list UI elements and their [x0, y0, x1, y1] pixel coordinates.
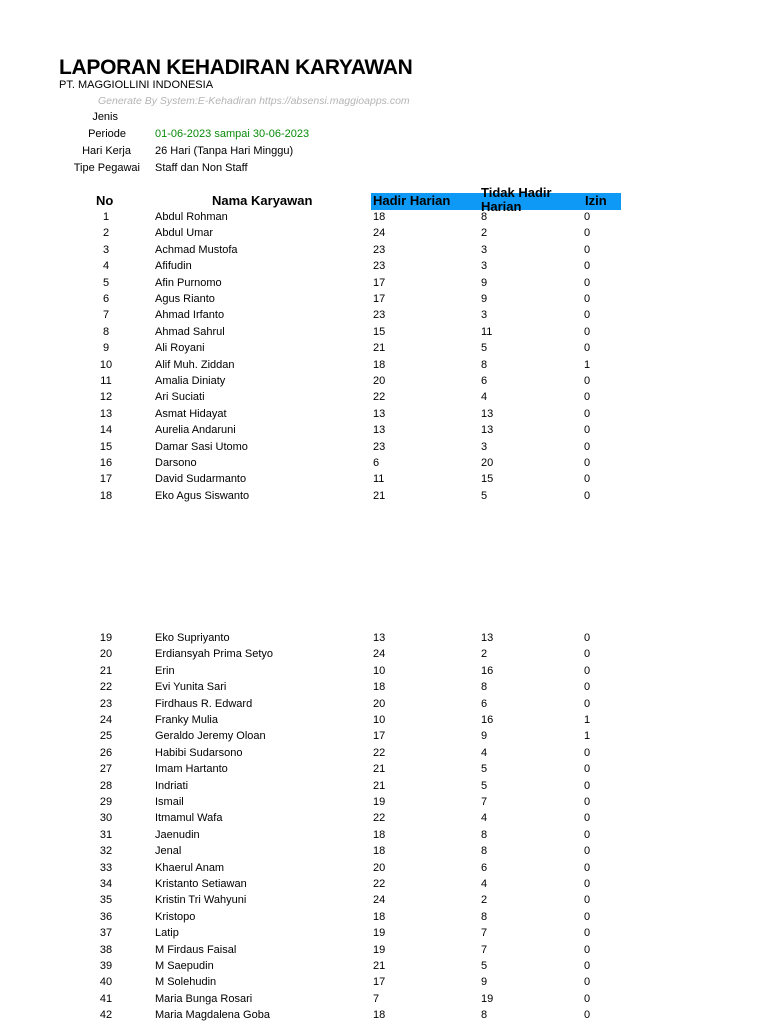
cell-hadir: 17	[373, 976, 386, 989]
cell-izin: 0	[584, 943, 591, 956]
cell-name: Aurelia Andaruni	[155, 424, 236, 437]
cell-no: 26	[99, 746, 113, 759]
cell-no: 33	[99, 861, 113, 874]
cell-izin: 0	[584, 960, 591, 972]
cell-no: 35	[99, 894, 113, 907]
table-row	[0, 646, 768, 662]
cell-no: 36	[99, 910, 113, 923]
cell-no: 20	[99, 648, 113, 661]
table-row	[0, 471, 768, 487]
cell-tidak-hadir: 8	[481, 910, 488, 923]
cell-izin: 0	[584, 407, 591, 420]
cell-izin: 0	[584, 763, 591, 776]
cell-izin: 0	[584, 489, 591, 502]
table-row	[0, 892, 768, 908]
cell-izin: 1	[584, 358, 591, 371]
cell-izin: 0	[584, 910, 591, 923]
cell-name: Achmad Mustofa	[155, 243, 238, 256]
cell-tidak-hadir: 5	[481, 342, 488, 355]
cell-tidak-hadir: 7	[481, 796, 488, 808]
cell-tidak-hadir: 8	[481, 1009, 488, 1022]
cell-name: Kristin Tri Wahyuni	[155, 894, 247, 907]
cell-name: Geraldo Jeremy Oloan	[155, 730, 266, 743]
table-row	[0, 778, 768, 794]
cell-no: 40	[99, 976, 113, 989]
cell-izin: 0	[584, 309, 591, 322]
cell-izin: 0	[584, 681, 591, 694]
table-row	[0, 909, 768, 925]
cell-no: 21	[99, 664, 113, 677]
cell-hadir: 15	[373, 325, 386, 338]
cell-hadir: 18	[373, 681, 386, 694]
table-row	[0, 794, 768, 810]
cell-izin: 0	[584, 375, 591, 387]
table-row	[0, 422, 768, 438]
cell-izin: 1	[584, 730, 591, 743]
cell-tidak-hadir: 8	[481, 828, 488, 841]
cell-name: Imam Hartanto	[155, 763, 228, 776]
cell-name: Kristopo	[155, 910, 196, 923]
table-row	[0, 679, 768, 695]
cell-tidak-hadir: 19	[481, 992, 494, 1005]
table-row	[0, 291, 768, 307]
cell-name: Franky Mulia	[155, 714, 218, 726]
cell-name: Alif Muh. Ziddan	[155, 358, 235, 371]
cell-name: Itmamul Wafa	[155, 812, 223, 825]
cell-hadir: 17	[373, 276, 386, 289]
cell-name: Firdhaus R. Edward	[155, 697, 253, 710]
cell-no: 34	[99, 878, 113, 890]
table-row	[0, 406, 768, 422]
cell-hadir: 10	[373, 714, 386, 726]
table-row	[0, 439, 768, 455]
cell-hadir: 13	[373, 407, 386, 420]
cell-name: Indriati	[155, 779, 189, 792]
generated-by-note: Generate By System:E-Kehadiran https://absensi.maggioapps.com	[98, 95, 410, 107]
cell-name: Maria Bunga Rosari	[155, 992, 253, 1005]
cell-name: Ahmad Irfanto	[155, 309, 225, 322]
cell-name: M Solehudin	[155, 976, 217, 989]
cell-name: Ismail	[155, 796, 184, 808]
column-header-tidak-hadir-line2: Harian	[481, 199, 522, 214]
cell-name: Amalia Diniaty	[155, 375, 226, 387]
table-row	[0, 974, 768, 990]
cell-hadir: 22	[373, 746, 386, 759]
cell-hadir: 19	[373, 943, 386, 956]
cell-hadir: 24	[373, 227, 386, 240]
cell-hadir: 18	[373, 828, 386, 841]
meta-jenis-label: Jenis	[92, 111, 118, 123]
cell-name: Ali Royani	[155, 342, 205, 355]
table-row	[0, 925, 768, 941]
cell-name: Khaerul Anam	[155, 861, 225, 874]
cell-name: Agus Rianto	[155, 293, 215, 305]
table-row	[0, 761, 768, 777]
cell-hadir: 13	[373, 632, 386, 644]
cell-hadir: 13	[373, 424, 386, 437]
cell-no: 13	[99, 407, 113, 420]
cell-hadir: 24	[373, 894, 386, 907]
cell-tidak-hadir: 5	[481, 960, 488, 972]
cell-izin: 0	[584, 440, 591, 453]
table-row	[0, 225, 768, 241]
table-row	[0, 630, 768, 646]
cell-izin: 0	[584, 828, 591, 841]
cell-tidak-hadir: 5	[481, 779, 488, 792]
cell-tidak-hadir: 2	[481, 648, 488, 661]
cell-name: Afifudin	[155, 260, 192, 273]
cell-name: David Sudarmanto	[155, 473, 247, 486]
column-header-no: No	[96, 193, 114, 208]
cell-izin: 0	[584, 211, 591, 223]
cell-no: 38	[99, 943, 113, 956]
cell-name: Evi Yunita Sari	[155, 681, 227, 694]
table-row	[0, 860, 768, 876]
cell-tidak-hadir: 5	[481, 763, 488, 776]
table-row	[0, 1007, 768, 1023]
cell-izin: 0	[584, 796, 591, 808]
cell-tidak-hadir: 13	[481, 424, 494, 437]
cell-hadir: 24	[373, 648, 386, 661]
table-row	[0, 455, 768, 471]
cell-name: Maria Magdalena Goba	[155, 1009, 270, 1022]
cell-name: Eko Agus Siswanto	[155, 489, 250, 502]
table-row	[0, 843, 768, 859]
cell-tidak-hadir: 9	[481, 293, 488, 305]
table-row	[0, 663, 768, 679]
cell-hadir: 23	[373, 440, 386, 453]
meta-hari-kerja-value: 26 Hari (Tanpa Hari Minggu)	[155, 145, 294, 157]
table-row	[0, 942, 768, 958]
cell-no: 25	[99, 730, 113, 743]
cell-izin: 0	[584, 424, 591, 437]
report-title: LAPORAN KEHADIRAN KARYAWAN	[59, 56, 413, 79]
cell-izin: 0	[584, 648, 591, 661]
cell-name: Abdul Umar	[155, 227, 214, 240]
cell-tidak-hadir: 11	[481, 325, 493, 338]
cell-hadir: 7	[373, 992, 380, 1005]
cell-no: 6	[102, 293, 110, 305]
cell-name: Erdiansyah Prima Setyo	[155, 648, 273, 661]
cell-hadir: 18	[373, 1009, 386, 1022]
cell-name: Erin	[155, 664, 175, 677]
cell-name: Ahmad Sahrul	[155, 325, 225, 338]
cell-name: M Firdaus Faisal	[155, 943, 237, 956]
cell-tidak-hadir: 7	[481, 927, 488, 940]
cell-name: Latip	[155, 927, 179, 940]
cell-no: 17	[99, 473, 113, 486]
table-row	[0, 324, 768, 340]
cell-hadir: 6	[373, 457, 380, 469]
cell-no: 24	[99, 714, 113, 726]
cell-no: 4	[102, 260, 110, 273]
cell-no: 28	[99, 779, 113, 792]
cell-hadir: 23	[373, 309, 386, 322]
column-header-tidak-hadir-line1: Tidak Hadir	[481, 185, 552, 200]
table-row	[0, 209, 768, 225]
cell-tidak-hadir: 4	[481, 746, 488, 759]
cell-hadir: 21	[373, 489, 386, 502]
cell-no: 5	[102, 276, 110, 289]
table-row	[0, 827, 768, 843]
table-row	[0, 712, 768, 728]
table-row	[0, 242, 768, 258]
table-row	[0, 258, 768, 274]
cell-tidak-hadir: 7	[481, 943, 488, 956]
cell-izin: 0	[584, 878, 591, 890]
cell-hadir: 19	[373, 796, 386, 808]
cell-no: 22	[99, 681, 113, 694]
cell-izin: 0	[584, 812, 591, 825]
cell-izin: 0	[584, 342, 591, 355]
cell-tidak-hadir: 9	[481, 276, 488, 289]
cell-no: 37	[99, 927, 113, 940]
cell-hadir: 18	[373, 211, 386, 223]
cell-izin: 0	[584, 992, 591, 1005]
cell-tidak-hadir: 3	[481, 260, 488, 273]
cell-izin: 0	[584, 243, 591, 256]
cell-name: Darsono	[155, 457, 197, 469]
cell-no: 8	[102, 325, 110, 338]
cell-no: 32	[99, 845, 113, 858]
meta-tipe-pegawai-label: Tipe Pegawai	[73, 162, 140, 174]
cell-hadir: 21	[373, 960, 386, 972]
cell-izin: 0	[584, 227, 591, 240]
cell-tidak-hadir: 16	[481, 714, 494, 726]
cell-hadir: 20	[373, 375, 386, 387]
cell-izin: 0	[584, 894, 591, 907]
cell-name: Damar Sasi Utomo	[155, 440, 248, 453]
cell-hadir: 19	[373, 927, 386, 940]
table-row	[0, 728, 768, 744]
cell-tidak-hadir: 16	[481, 664, 494, 677]
cell-izin: 0	[584, 293, 591, 305]
cell-izin: 0	[584, 1009, 591, 1022]
cell-no: 16	[99, 457, 113, 469]
cell-hadir: 20	[373, 861, 386, 874]
cell-tidak-hadir: 6	[481, 375, 488, 387]
cell-no: 23	[99, 697, 113, 710]
cell-hadir: 21	[373, 779, 386, 792]
cell-tidak-hadir: 9	[481, 730, 488, 743]
cell-tidak-hadir: 2	[481, 227, 488, 240]
cell-no: 42	[99, 1009, 113, 1022]
table-row	[0, 373, 768, 389]
table-row	[0, 991, 768, 1007]
company-name: PT. MAGGIOLLINI INDONESIA	[59, 79, 214, 91]
cell-no: 18	[99, 489, 113, 502]
cell-tidak-hadir: 9	[481, 976, 488, 989]
meta-tipe-pegawai-value: Staff dan Non Staff	[155, 162, 248, 174]
cell-hadir: 21	[373, 342, 386, 355]
cell-no: 30	[99, 812, 113, 825]
cell-tidak-hadir: 20	[481, 457, 494, 469]
cell-hadir: 23	[373, 260, 386, 273]
cell-no: 29	[99, 796, 113, 808]
cell-no: 31	[99, 828, 113, 841]
cell-hadir: 22	[373, 391, 386, 404]
table-row	[0, 275, 768, 291]
cell-tidak-hadir: 13	[481, 632, 494, 644]
cell-no: 3	[102, 243, 110, 256]
cell-no: 12	[99, 391, 113, 404]
cell-izin: 0	[584, 276, 591, 289]
cell-no: 9	[102, 342, 110, 355]
cell-tidak-hadir: 3	[481, 309, 488, 322]
cell-no: 41	[99, 992, 113, 1005]
cell-izin: 1	[584, 714, 591, 726]
cell-hadir: 11	[373, 473, 385, 486]
cell-hadir: 10	[373, 664, 386, 677]
cell-name: Eko Supriyanto	[155, 632, 230, 644]
cell-tidak-hadir: 8	[481, 681, 488, 694]
meta-periode-value: 01-06-2023 sampai 30-06-2023	[155, 128, 310, 140]
cell-izin: 0	[584, 260, 591, 273]
column-header-izin: Izin	[585, 193, 607, 208]
cell-no: 14	[99, 424, 113, 437]
cell-no: 39	[99, 960, 113, 972]
cell-izin: 0	[584, 457, 591, 469]
cell-tidak-hadir: 5	[481, 489, 488, 502]
cell-name: Abdul Rohman	[155, 211, 228, 223]
cell-hadir: 23	[373, 243, 386, 256]
column-header-name: Nama Karyawan	[212, 193, 313, 208]
cell-izin: 0	[584, 779, 591, 792]
cell-tidak-hadir: 6	[481, 697, 488, 710]
cell-no: 7	[102, 309, 110, 322]
cell-izin: 0	[584, 391, 591, 404]
cell-no: 11	[100, 375, 112, 387]
cell-name: Afin Purnomo	[155, 276, 222, 289]
cell-no: 27	[99, 763, 113, 776]
cell-name: Ari Suciati	[155, 391, 205, 404]
table-row	[0, 958, 768, 974]
cell-izin: 0	[584, 697, 591, 710]
column-header-hadir: Hadir Harian	[373, 193, 451, 208]
cell-izin: 0	[584, 664, 591, 677]
cell-hadir: 22	[373, 812, 386, 825]
cell-name: Habibi Sudarsono	[155, 746, 243, 759]
cell-hadir: 18	[373, 845, 386, 858]
cell-tidak-hadir: 3	[481, 243, 488, 256]
cell-izin: 0	[584, 632, 591, 644]
table-row	[0, 488, 768, 504]
cell-tidak-hadir: 8	[481, 845, 488, 858]
cell-no: 10	[99, 358, 113, 371]
cell-hadir: 18	[373, 910, 386, 923]
cell-tidak-hadir: 8	[481, 358, 488, 371]
cell-hadir: 18	[373, 358, 386, 371]
meta-periode-label: Periode	[88, 128, 126, 140]
cell-tidak-hadir: 6	[481, 861, 488, 874]
cell-tidak-hadir: 2	[481, 894, 488, 907]
table-row	[0, 357, 768, 373]
cell-izin: 0	[584, 927, 591, 940]
cell-izin: 0	[584, 845, 591, 858]
cell-hadir: 20	[373, 697, 386, 710]
cell-no: 19	[99, 632, 113, 644]
cell-name: Jaenudin	[155, 828, 200, 841]
cell-tidak-hadir: 4	[481, 878, 488, 890]
cell-hadir: 17	[373, 730, 386, 743]
cell-name: Asmat Hidayat	[155, 407, 227, 420]
table-row	[0, 876, 768, 892]
cell-tidak-hadir: 13	[481, 407, 494, 420]
table-row	[0, 696, 768, 712]
cell-hadir: 21	[373, 763, 386, 776]
meta-hari-kerja-label: Hari Kerja	[82, 145, 131, 157]
cell-izin: 0	[584, 746, 591, 759]
cell-hadir: 22	[373, 878, 386, 890]
cell-no: 1	[102, 211, 110, 223]
table-row	[0, 745, 768, 761]
cell-no: 2	[102, 227, 110, 240]
cell-izin: 0	[584, 976, 591, 989]
table-row	[0, 307, 768, 323]
cell-tidak-hadir: 3	[481, 440, 488, 453]
cell-tidak-hadir: 8	[481, 211, 488, 223]
cell-hadir: 17	[373, 293, 386, 305]
cell-tidak-hadir: 4	[481, 812, 488, 825]
table-row	[0, 340, 768, 356]
cell-izin: 0	[584, 325, 591, 338]
cell-name: Kristanto Setiawan	[155, 878, 247, 890]
table-row	[0, 389, 768, 405]
cell-name: Jenal	[155, 845, 182, 858]
cell-tidak-hadir: 4	[481, 391, 488, 404]
cell-name: M Saepudin	[155, 960, 214, 972]
cell-izin: 0	[584, 473, 591, 486]
cell-izin: 0	[584, 861, 591, 874]
cell-no: 15	[99, 440, 113, 453]
table-row	[0, 810, 768, 826]
cell-tidak-hadir: 15	[481, 473, 494, 486]
